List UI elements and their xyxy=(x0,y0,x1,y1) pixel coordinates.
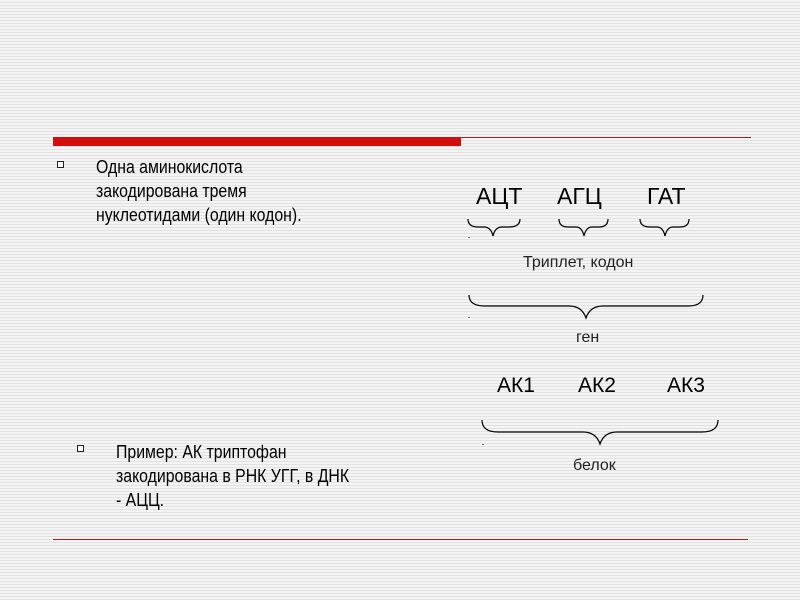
codon-label: АЦТ xyxy=(476,183,523,209)
brace-icon xyxy=(640,219,689,236)
brace-icon xyxy=(482,420,718,444)
bullet-1-line: нуклеотидами (один кодон). xyxy=(96,205,302,225)
brace-icon xyxy=(468,219,520,236)
brace-icon xyxy=(469,295,703,318)
bullet-2-line: - АЦЦ. xyxy=(116,490,165,510)
brace-icon xyxy=(559,219,608,236)
bullet-2-line: закодирована в РНК УГГ, в ДНК xyxy=(116,466,350,486)
codon-label: ГАТ xyxy=(647,183,686,209)
gene-label: ген xyxy=(576,329,600,346)
protein-label: белок xyxy=(573,457,616,474)
amino-acid-label: АК3 xyxy=(667,374,705,397)
bullet-2-line: Пример: АК триптофан xyxy=(116,442,287,462)
codon-label: АГЦ xyxy=(557,183,602,209)
mark-dot xyxy=(468,317,470,318)
mark-dot xyxy=(468,237,470,238)
amino-acid-label: АК2 xyxy=(578,374,616,397)
bullet-1-line: Одна аминокислота xyxy=(96,157,243,177)
amino-acid-label: АК1 xyxy=(497,374,535,397)
triplet-label: Триплет, кодон xyxy=(523,254,634,271)
bullet-1-line: закодирована тремя xyxy=(96,181,247,201)
mark-dot xyxy=(482,444,484,445)
